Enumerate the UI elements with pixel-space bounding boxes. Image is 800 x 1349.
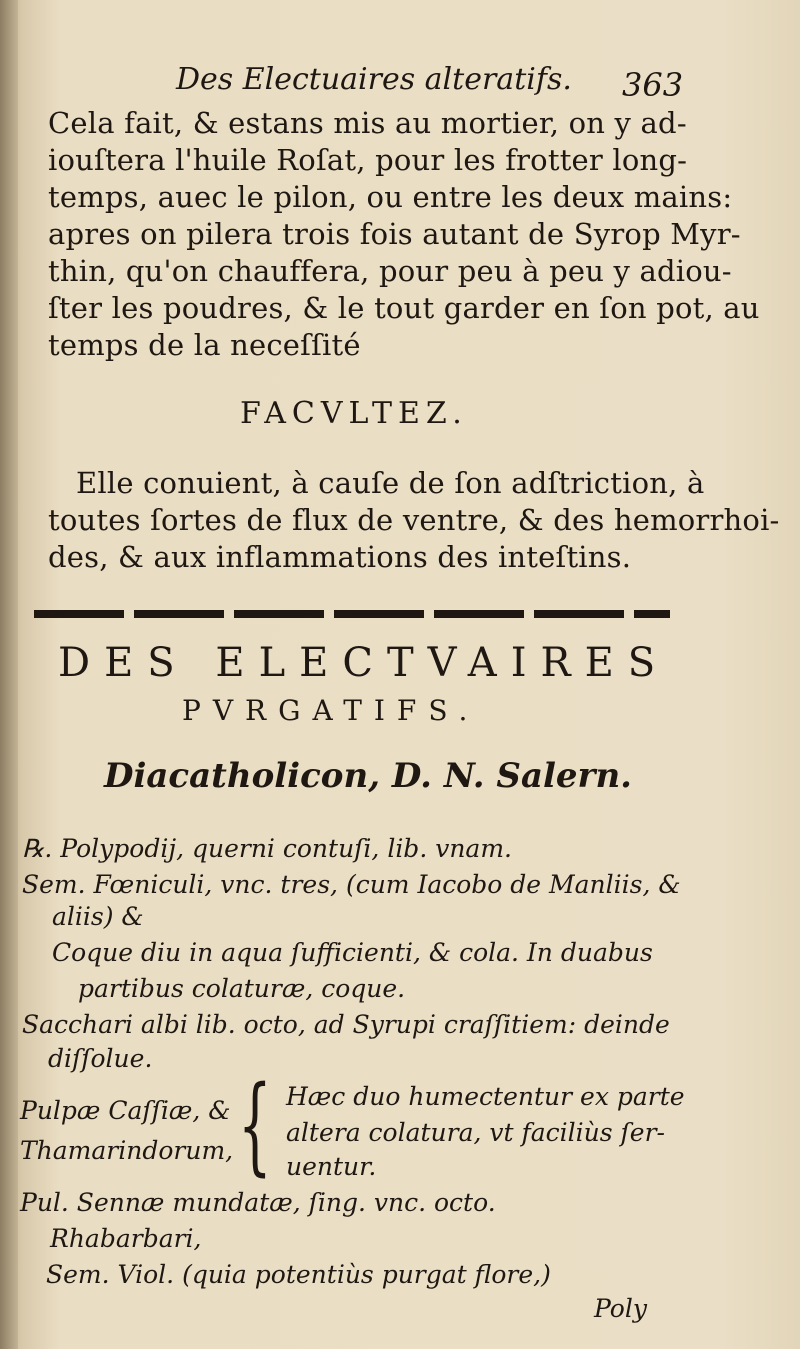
paragraph-line: apres on pilera trois fois autant de Syrop Myr- xyxy=(48,217,741,251)
brace-right-line: uentur. xyxy=(286,1152,377,1181)
catchword: Poly xyxy=(594,1294,647,1323)
brace-left-line: Pulpæ Caſſiæ, & xyxy=(20,1096,231,1125)
curly-brace-icon: { xyxy=(238,1063,272,1186)
paragraph-line: des, & aux inflammations des inteſtins. xyxy=(48,540,632,574)
brace-right-line: altera colatura, vt faciliùs ſer- xyxy=(286,1118,665,1147)
recipe-line: Sem. Viol. (quia potentiùs purgat flore,) xyxy=(46,1260,551,1289)
recipe-line: Sacchari albi lib. octo, ad Syrupi craſſitiem: deinde xyxy=(22,1010,670,1039)
facultez-heading: FACVLTEZ. xyxy=(240,396,468,431)
recipe-line: ℞. Polypodij, querni contuſi, lib. vnam. xyxy=(22,834,512,863)
recipe-line: partibus colaturæ, coque. xyxy=(78,974,406,1003)
paragraph-line: thin, qu'on chauffera, pour peu à peu y adiou- xyxy=(48,254,732,288)
paragraph-line: ſter les poudres, & le tout garder en ſon pot, au xyxy=(48,291,760,325)
paragraph-line: Cela fait, & estans mis au mortier, on y ad- xyxy=(48,106,687,140)
paragraph-line: temps de la neceſſité xyxy=(48,328,361,362)
recipe-line: Sem. Fœniculi, vnc. tres, (cum Iacobo de Manliis, & xyxy=(22,870,681,899)
running-header: Des Electuaires alteratifs. xyxy=(176,62,572,97)
recipe-title: Diacatholicon, D. N. Salern. xyxy=(104,756,632,796)
paragraph-line: toutes ſortes de flux de ventre, & des hemorrhoi- xyxy=(48,503,780,537)
paragraph-line: temps, auec le pilon, ou entre les deux mains: xyxy=(48,180,733,214)
section-title: DES ELECTVAIRES xyxy=(58,640,670,686)
paragraph-line: iouſtera l'huile Roſat, pour les frotter long- xyxy=(48,143,688,177)
recipe-line: aliis) & xyxy=(52,902,144,931)
brace-left-line: Thamarindorum, xyxy=(20,1136,234,1165)
recipe-line: Pul. Sennæ mundatæ, ſing. vnc. octo. xyxy=(20,1188,496,1217)
recipe-line: Rhabarbari, xyxy=(50,1224,202,1253)
section-subtitle: PVRGATIFS. xyxy=(182,694,480,727)
recipe-line: Coque diu in aqua ſufficienti, & cola. In duabus xyxy=(52,938,653,967)
paragraph-line: Elle conuient, à cauſe de ſon adſtriction, à xyxy=(76,466,705,500)
page-number: 363 xyxy=(622,66,684,104)
recipe-line: diſſolue. xyxy=(48,1044,153,1073)
ornamental-rule xyxy=(34,610,670,618)
brace-right-line: Hæc duo humectentur ex parte xyxy=(286,1082,685,1111)
page-spine-shadow xyxy=(0,0,18,1349)
